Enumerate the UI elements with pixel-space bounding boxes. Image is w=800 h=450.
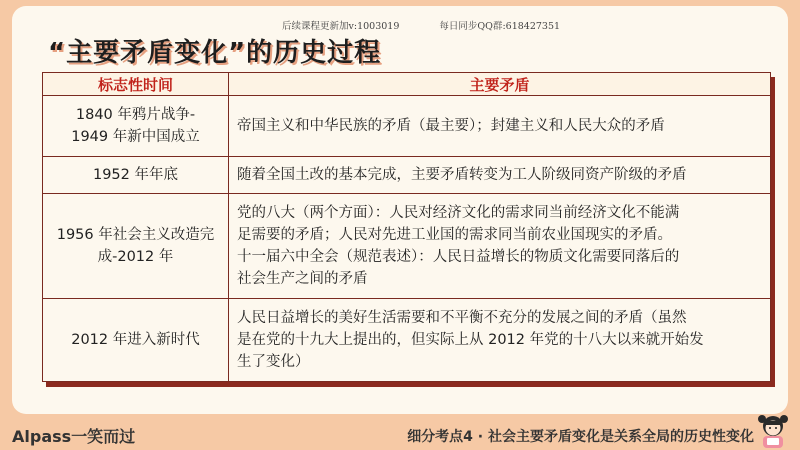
content-cell <box>229 157 771 194</box>
column-header-time: 标志性时间 <box>43 73 229 96</box>
section-caption: 细分考点4 · 社会主要矛盾变化是关系全局的历史性变化 <box>407 429 754 445</box>
brand-name: Alpass一笑而过 <box>12 427 136 446</box>
time-line: 1840 年鸦片战争- <box>75 107 196 123</box>
time-line: 1952 年年底 <box>92 167 178 183</box>
watermark-right: 每日同步QQ群:618427351 <box>439 21 561 32</box>
time-line: 2012 年进入新时代 <box>71 332 200 348</box>
time-cell <box>43 157 229 194</box>
table-row <box>43 194 771 299</box>
content-line: 是在党的十九大上提出的，但实际上从 2012 年党的十八大以来就开始发 <box>237 332 704 348</box>
watermark <box>282 18 642 32</box>
contradiction-table <box>42 72 771 382</box>
content-line: 社会生产之间的矛盾 <box>237 271 368 287</box>
table-row <box>43 157 771 194</box>
time-cell <box>43 299 229 382</box>
footer-bar <box>0 418 800 450</box>
content-cell <box>229 299 771 382</box>
content-cell <box>229 96 771 157</box>
watermark-left: 后续课程更新加v:1003019 <box>282 21 400 32</box>
time-line: 1956 年社会主义改造完 <box>56 227 215 243</box>
table-row <box>43 96 771 157</box>
content-cell <box>229 194 771 299</box>
content-line: 足需要的矛盾；人民对先进工业国的需求同当前农业国现实的矛盾。 <box>237 227 672 243</box>
table-header-row <box>43 73 771 96</box>
column-header-contradiction: 主要矛盾 <box>229 73 771 96</box>
content-line: 随着全国土改的基本完成，主要矛盾转变为工人阶级同资产阶级的矛盾 <box>237 167 687 183</box>
content-line: 生了变化） <box>237 354 310 370</box>
content-line: 帝国主义和中华民族的矛盾（最主要）；封建主义和人民大众的矛盾 <box>237 118 665 134</box>
time-cell <box>43 194 229 299</box>
table-row <box>43 299 771 382</box>
time-cell <box>43 96 229 157</box>
time-line: 成-2012 年 <box>97 249 174 265</box>
content-line: 党的八大（两个方面）：人民对经济文化的需求同当前经济文化不能满 <box>237 205 680 221</box>
page-title: “主要矛盾变化”的历史过程 <box>48 38 382 68</box>
girl-avatar-icon <box>756 412 790 448</box>
content-line: 十一届六中全会（规范表述）：人民日益增长的物质文化需要同落后的 <box>237 249 680 265</box>
time-line: 1949 年新中国成立 <box>71 129 200 145</box>
content-line: 人民日益增长的美好生活需要和不平衡不充分的发展之间的矛盾（虽然 <box>237 310 687 326</box>
